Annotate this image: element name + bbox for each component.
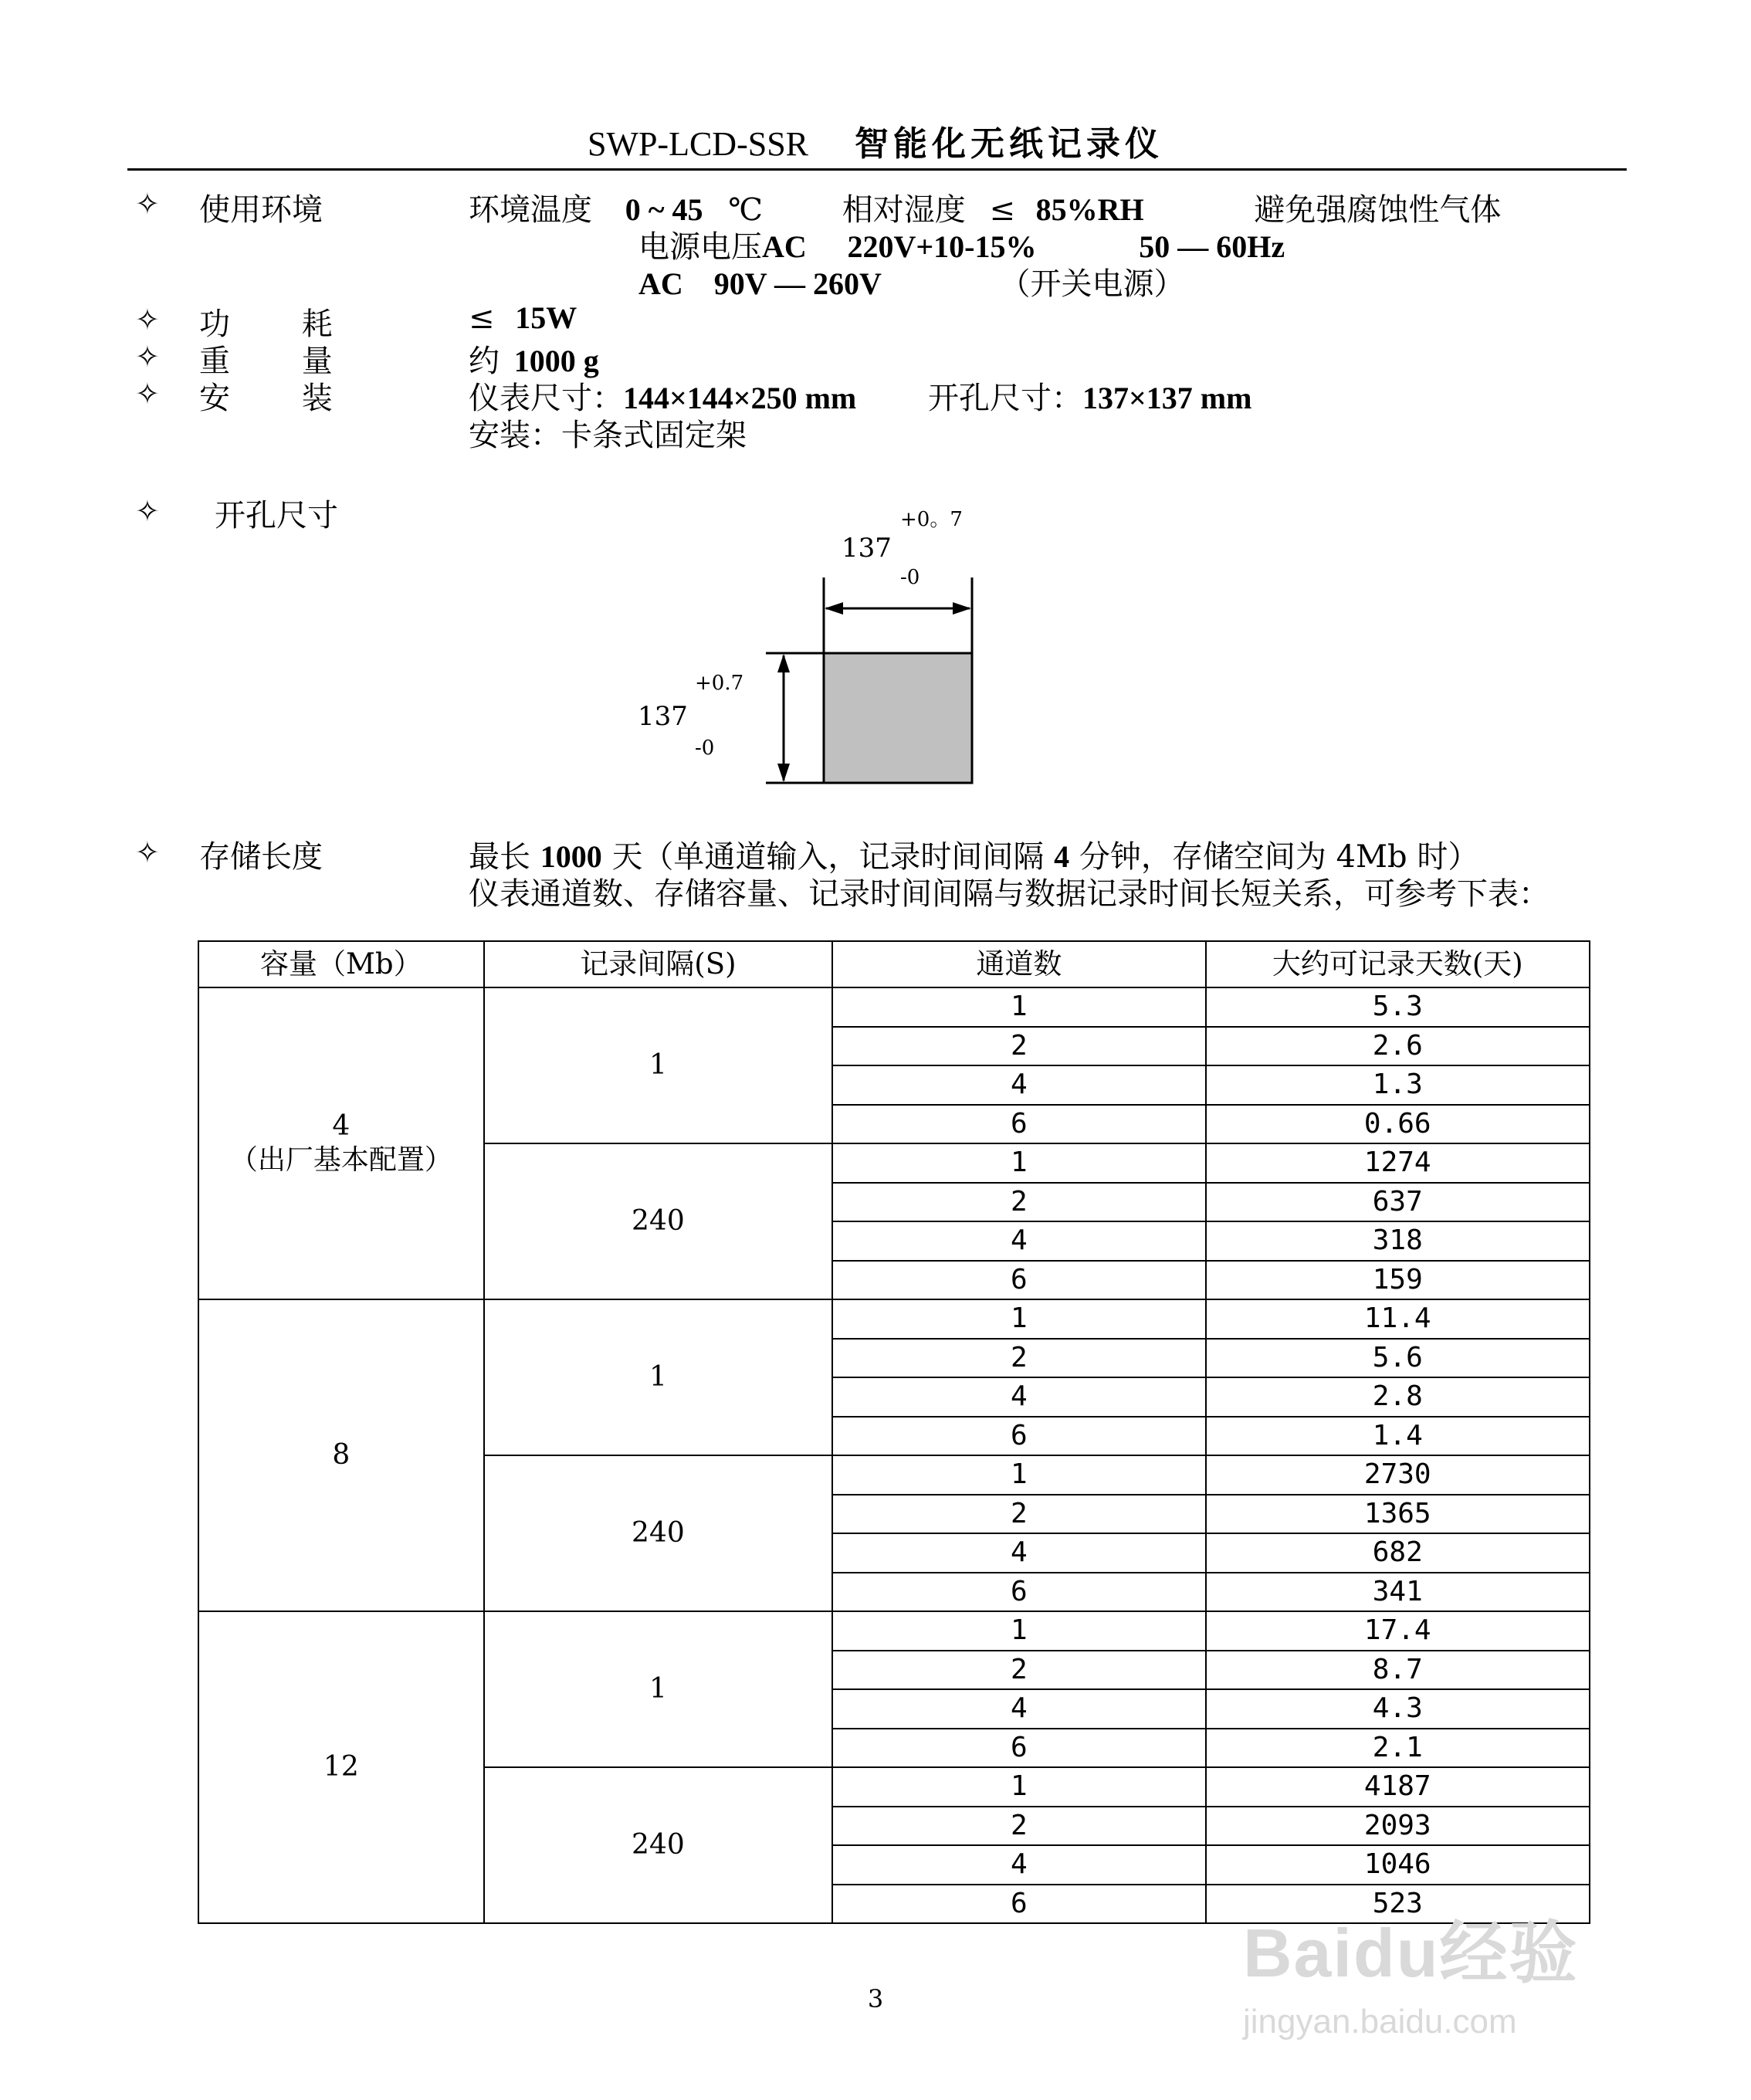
days-cell: 4187 (1206, 1767, 1590, 1807)
channels-cell: 6 (832, 1885, 1205, 1924)
bullet-icon: ✧ (135, 494, 160, 528)
bullet-icon: ✧ (135, 377, 160, 411)
days-cell: 8.7 (1206, 1651, 1590, 1690)
header-interval: 记录间隔(S) (484, 941, 832, 987)
env-line-2: 电源电压AC 220V+10-15% 50 — 60Hz (638, 229, 1285, 265)
capacity-cell (198, 987, 484, 1299)
channels-cell: 1 (832, 987, 1205, 1027)
height-tol-minus: -0 (695, 737, 715, 760)
channels-cell: 2 (832, 1807, 1205, 1846)
interval-cell: 240 (484, 1455, 832, 1611)
install-label: 安 装 (199, 381, 364, 416)
width-tol-minus: -0 (900, 566, 920, 589)
days-cell: 2.8 (1206, 1377, 1590, 1417)
cutout-rect (824, 653, 972, 783)
days-cell: 1046 (1206, 1845, 1590, 1885)
width-value: 137 (842, 533, 892, 564)
days-cell: 5.3 (1206, 987, 1590, 1027)
channels-cell: 1 (832, 1143, 1205, 1183)
days-cell: 1365 (1206, 1495, 1590, 1534)
bullet-icon: ✧ (135, 303, 160, 337)
channels-cell: 6 (832, 1261, 1205, 1300)
days-cell: 318 (1206, 1221, 1590, 1261)
table-body (198, 987, 1590, 1923)
days-cell: 637 (1206, 1183, 1590, 1222)
capacity-note: （出厂基本配置） (229, 1144, 452, 1176)
days-cell: 5.6 (1206, 1339, 1590, 1378)
table-header-row (198, 941, 1590, 987)
table-row (198, 987, 1590, 1027)
channels-cell: 4 (832, 1377, 1205, 1417)
bullet-icon: ✧ (135, 835, 160, 869)
channels-cell: 2 (832, 1651, 1205, 1690)
days-cell: 682 (1206, 1533, 1590, 1573)
capacity-cell (198, 1611, 484, 1923)
interval-cell: 240 (484, 1767, 832, 1923)
days-cell: 0.66 (1206, 1105, 1590, 1144)
channels-cell: 4 (832, 1221, 1205, 1261)
header-days: 大约可记录天数(天) (1206, 941, 1590, 987)
channels-cell: 2 (832, 1183, 1205, 1222)
days-cell: 11.4 (1206, 1299, 1590, 1339)
channels-cell: 2 (832, 1495, 1205, 1534)
install-mount: 安装：卡条式固定架 (469, 418, 747, 453)
days-cell: 2.6 (1206, 1027, 1590, 1066)
table-row (198, 1611, 1590, 1651)
weight-label: 重 量 (199, 344, 364, 379)
weight-value: 约 1000 g (469, 344, 599, 379)
days-cell: 159 (1206, 1261, 1590, 1300)
height-tol-plus: +0.7 (695, 672, 744, 695)
channels-cell: 4 (832, 1845, 1205, 1885)
channels-cell: 1 (832, 1299, 1205, 1339)
interval-cell: 1 (484, 1611, 832, 1767)
channels-cell: 1 (832, 1455, 1205, 1495)
height-value: 137 (638, 701, 688, 732)
channels-cell: 6 (832, 1105, 1205, 1144)
env-line-1: 环境温度 0 ~ 45 ℃ 相对湿度 ≤ 85%RH 避免强腐蚀性气体 (469, 192, 1502, 228)
channels-cell: 2 (832, 1339, 1205, 1378)
header-channels: 通道数 (832, 941, 1205, 987)
channels-cell: 1 (832, 1611, 1205, 1651)
storage-line-1: 最长 1000 天（单通道输入，记录时间间隔 4 分钟，存储空间为 4Mb 时） (469, 839, 1479, 875)
cutout-section-label: 开孔尺寸 (215, 498, 338, 533)
channels-cell: 4 (832, 1533, 1205, 1573)
storage-label: 存储长度 (199, 839, 323, 875)
storage-table (198, 940, 1590, 1924)
product-title: 智能化无纸记录仪 (855, 124, 1164, 164)
channels-cell: 4 (832, 1065, 1205, 1105)
days-cell: 17.4 (1206, 1611, 1590, 1651)
table-row (198, 1299, 1590, 1339)
install-size: 仪表尺寸：144×144×250 mm 开孔尺寸：137×137 mm (469, 381, 1252, 416)
env-line-3: AC 90V — 260V （开关电源） (638, 266, 1185, 302)
channels-cell: 1 (832, 1767, 1205, 1807)
channels-cell: 6 (832, 1417, 1205, 1456)
watermark-brand: Baidu经验 (1243, 1915, 1579, 1991)
cutout-diagram (0, 0, 1751, 849)
days-cell: 2.1 (1206, 1729, 1590, 1768)
capacity-value: 8 (332, 1439, 351, 1471)
days-cell: 341 (1206, 1573, 1590, 1612)
bullet-icon: ✧ (135, 340, 160, 374)
header-capacity: 容量（Mb） (198, 941, 484, 987)
days-cell: 2093 (1206, 1807, 1590, 1846)
watermark-url: jingyan.baidu.com (1243, 2003, 1517, 2041)
interval-cell: 240 (484, 1143, 832, 1299)
channels-cell: 6 (832, 1729, 1205, 1768)
channels-cell: 2 (832, 1027, 1205, 1066)
interval-cell: 1 (484, 1299, 832, 1455)
model-name: SWP-LCD-SSR (587, 125, 809, 163)
bullet-icon: ✧ (135, 187, 160, 221)
channels-cell: 4 (832, 1689, 1205, 1729)
storage-line-2: 仪表通道数、存储容量、记录时间间隔与数据记录时间长短关系，可参考下表： (469, 876, 1549, 912)
capacity-value: 4 (332, 1110, 351, 1142)
width-tol-plus: +0。7 (900, 508, 963, 531)
page-number: 3 (867, 1984, 884, 2014)
power-value: ≤ 15W (469, 300, 577, 336)
env-label: 使用环境 (199, 192, 323, 228)
days-cell: 4.3 (1206, 1689, 1590, 1729)
days-cell: 2730 (1206, 1455, 1590, 1495)
watermark (1243, 1899, 1578, 2041)
capacity-cell (198, 1299, 484, 1611)
channels-cell: 6 (832, 1573, 1205, 1612)
days-cell: 1.4 (1206, 1417, 1590, 1456)
power-label: 功 耗 (199, 307, 364, 342)
days-cell: 1274 (1206, 1143, 1590, 1183)
interval-cell: 1 (484, 987, 832, 1143)
capacity-value: 12 (323, 1751, 359, 1783)
days-cell: 1.3 (1206, 1065, 1590, 1105)
days-cell: 523 (1206, 1885, 1590, 1924)
